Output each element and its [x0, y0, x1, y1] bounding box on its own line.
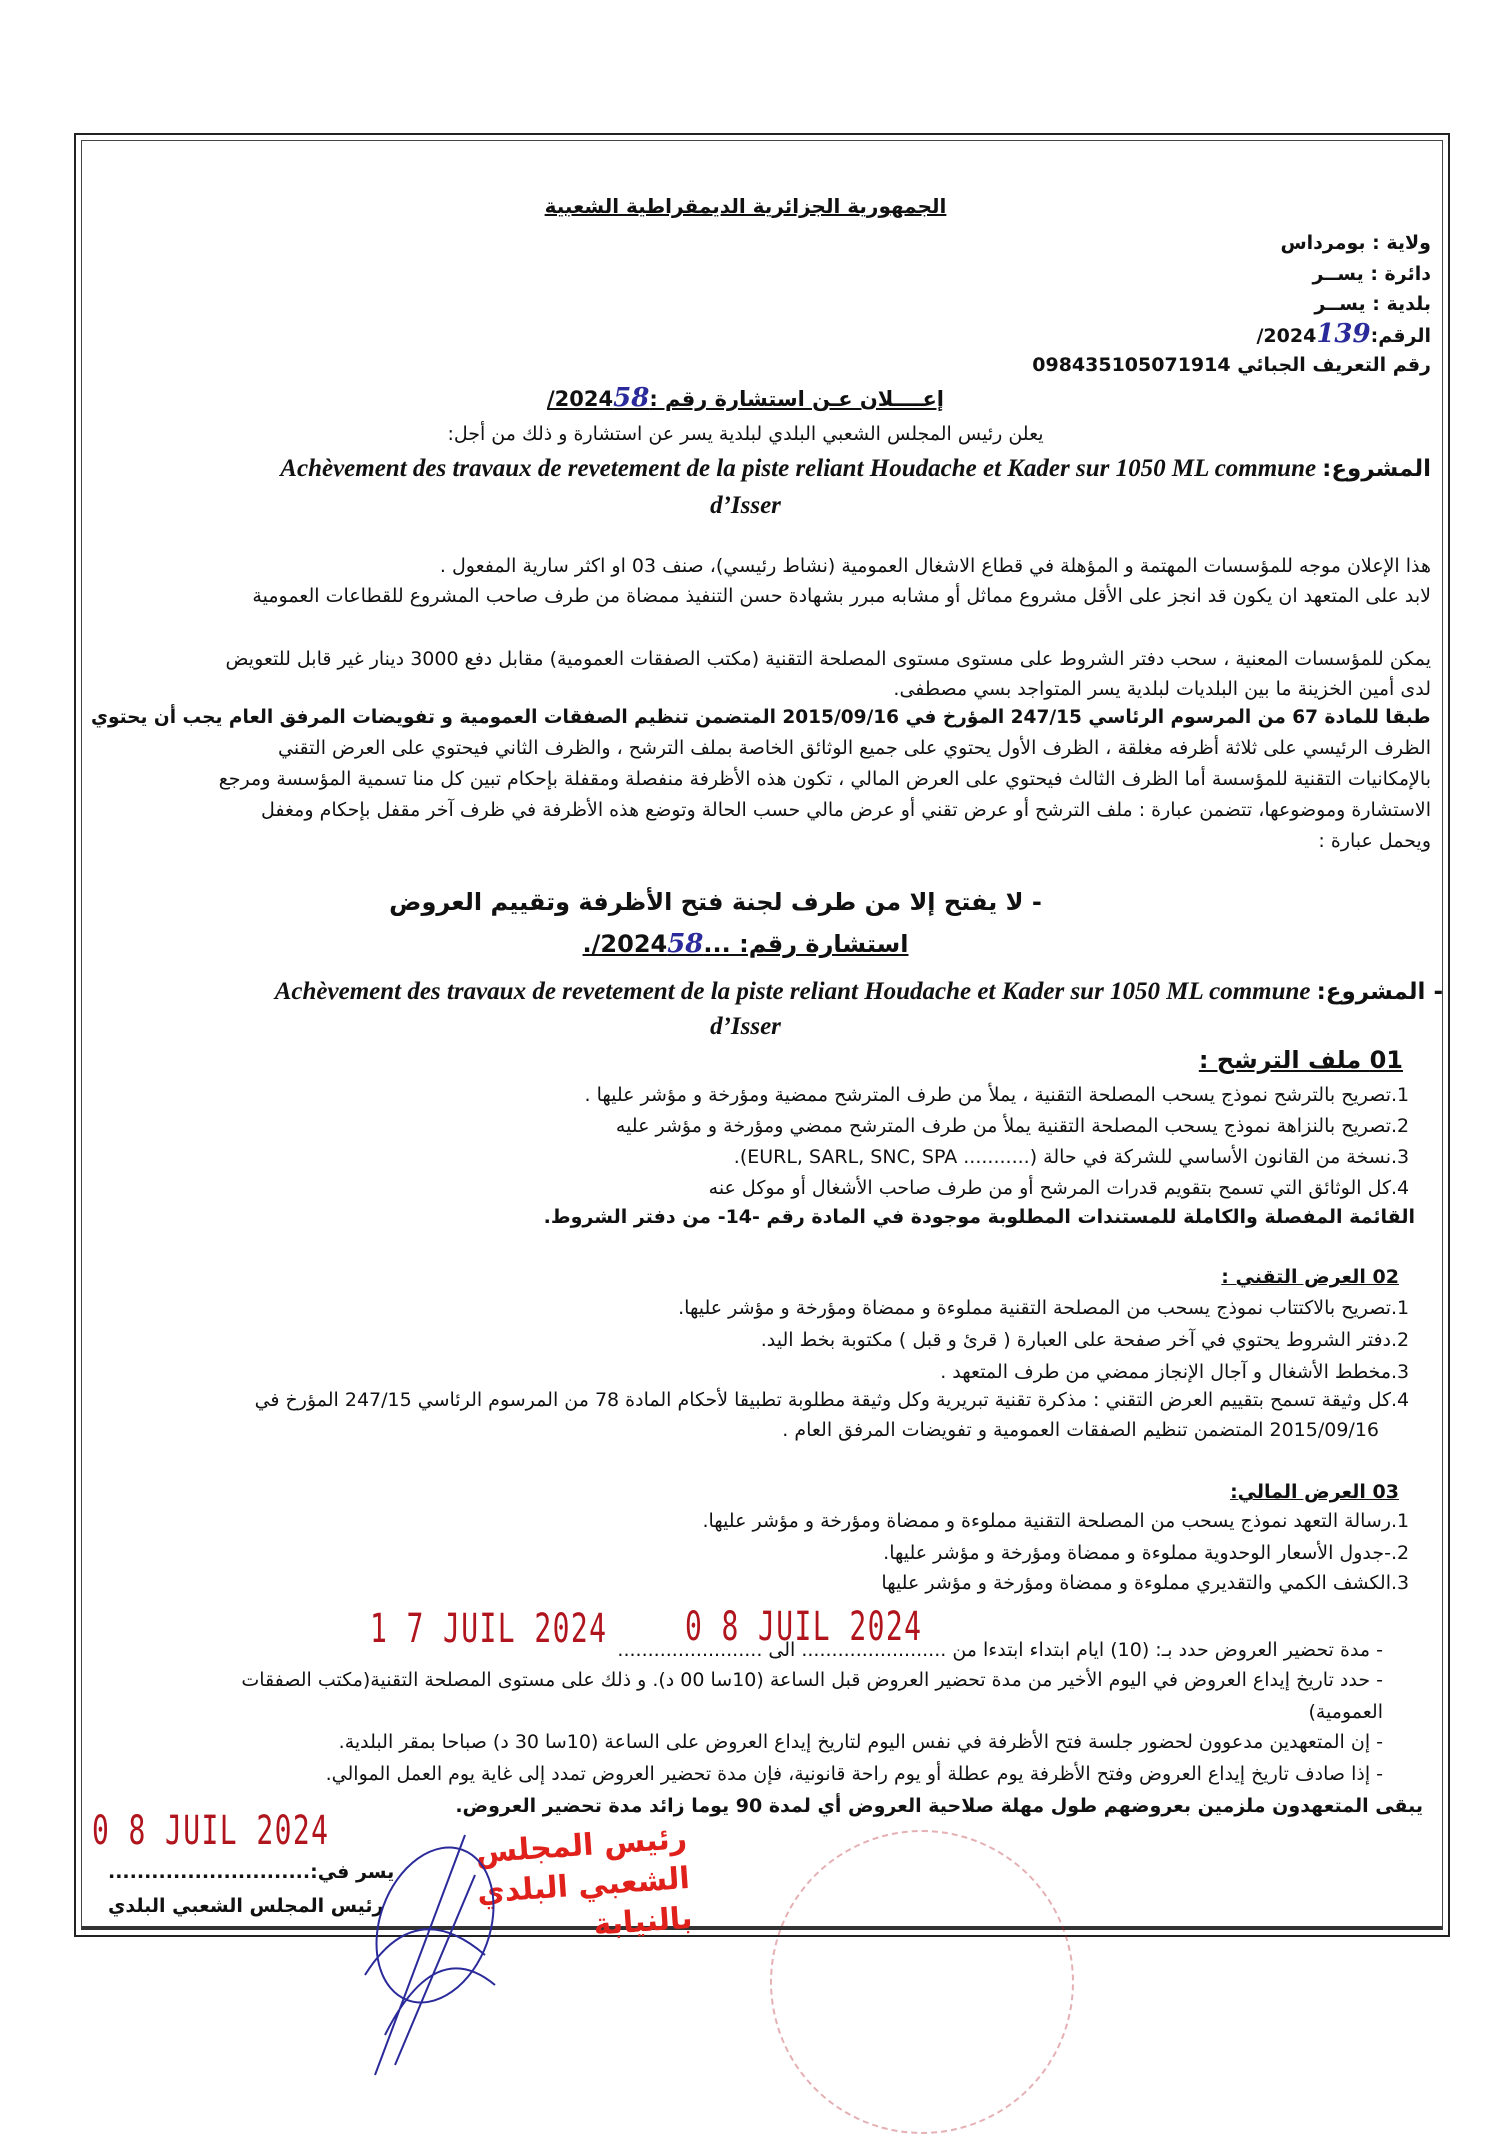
envelope-project-title-fr-cont: d’Isser	[710, 1013, 781, 1040]
title-prefix: إعــــلان عـن استشارة رقم :	[649, 387, 944, 411]
reference-number	[1256, 320, 1431, 350]
consultation-year: ./2024	[582, 930, 668, 958]
section3-item	[883, 1539, 1431, 1567]
section1-item	[616, 1112, 1431, 1140]
title-year: /2024	[547, 387, 614, 411]
wilaya: ولاية : بومرداس	[1280, 232, 1431, 254]
envelope-project-title-fr: Achèvement des travaux de revetement de la piste reliant Houdache et Kader sur 1050 ML commune	[274, 978, 1311, 1005]
item-text: رسالة التعهد نموذج يسحب من المصلحة التقنية مملوءة و ممضاة ومؤرخة و مؤشر عليها.	[702, 1510, 1391, 1532]
commune: بلدية : يســر	[1314, 293, 1431, 315]
section1-note: القائمة المفصلة والكاملة للمستندات المطلوبة موجودة في المادة رقم -14- من دفتر الشروط.	[543, 1206, 1415, 1228]
item-number: 4.	[1391, 1389, 1410, 1411]
round-seal-stamp	[770, 1830, 1074, 2134]
section1-item	[585, 1081, 1432, 1109]
prep-period: - مدة تحضير العروض حدد بـ: (10) ايام ابتداء ابتدءا من ........................ الى ........................	[617, 1639, 1383, 1661]
section3-title: 03 العرض المالي:	[1230, 1481, 1399, 1503]
project-title-fr-cont: d’Isser	[710, 492, 781, 519]
ref-year: /2024	[1256, 325, 1317, 347]
section2-title: 02 العرض التقني :	[1221, 1266, 1399, 1288]
withdrawal-line-2: لدى أمين الخزينة ما بين البلديات لبلدية يسر المتواجد بسي مصطفى.	[893, 678, 1431, 700]
item-text: -جدول الأسعار الوحدوية مملوءة و ممضاة ومؤرخة و مؤشر عليها.	[883, 1542, 1391, 1564]
section1-item	[734, 1143, 1431, 1171]
place-date: يسر في:............................	[108, 1861, 395, 1883]
validity-period: يبقى المتعهدون ملزمين بعروضهم طول مهلة صلاحية العروض أي لمدة 90 يوما زائد مدة تحضير العروض.	[455, 1795, 1423, 1817]
item-text: الكشف الكمي والتقديري مملوءة و ممضاة ومؤرخة و مؤشر عليها	[881, 1572, 1391, 1594]
item-number: 1.	[1391, 1297, 1410, 1319]
envelope-consultation-number: 58	[667, 929, 704, 959]
item-number: 1.	[1391, 1510, 1410, 1532]
section1-item	[709, 1174, 1431, 1202]
stamp-date-to: 1 7 JUIL 2024	[370, 1606, 608, 1652]
announcement-intro: يعلن رئيس المجلس الشعبي البلدي لبلدية يسر عن استشارة و ذلك من أجل:	[447, 423, 1044, 445]
handwritten-signature	[355, 1815, 505, 2085]
daira: دائرة : يســر	[1312, 263, 1431, 285]
official-seal: رئيس المجلس الشعبي البلدي بالنيابة	[474, 1820, 694, 1943]
holiday-rule: - إذا صادف تاريخ إيداع العروض وفتح الأظرفة يوم عطلة أو يوم راحة قانونية، فإن مدة تحضير العروض تمدد إلى غاية يوم العمل الموالي.	[325, 1763, 1383, 1785]
consultation-prefix: استشارة رقم: ...	[703, 930, 909, 958]
envelope-notice: - لا يفتح إلا من طرف لجنة فتح الأظرفة وتقييم العروض	[389, 888, 1042, 916]
item-number: 2.	[1391, 1329, 1410, 1351]
regulation-line-3: بالإمكانيات التقنية للمؤسسة أما الظرف الثالث فيحتوي على العرض المالي ، تكون هذه الأظرفة منفصلة ومقفلة بإحكام تبين كل منا تسمية المؤسسة ومرجع	[218, 768, 1431, 790]
project-line	[280, 455, 1431, 484]
section2-item	[678, 1294, 1431, 1322]
item-text: نسخة من القانون الأساسي للشركة في حالة (........... EURL, SARL, SNC, SPA).	[733, 1146, 1391, 1168]
item-text: تصريح بالترشح نموذج يسحب المصلحة التقنية ، يملأ من طرف المترشح ممضية ومؤرخة و مؤشر عليها .	[584, 1084, 1391, 1106]
republic-title: الجمهورية الجزائرية الديمقراطية الشعبية	[544, 194, 947, 218]
item-text: تصريح بالنزاهة نموذج يسحب المصلحة التقنية يملأ من طرف المترشح ممضي ومؤرخة و مؤشر عليه	[615, 1115, 1391, 1137]
item-text: دفتر الشروط يحتوي في آخر صفحة على العبارة ( قرئ و قبل ) مكتوبة بخط اليد.	[760, 1329, 1391, 1351]
item-number: 3.	[1391, 1361, 1410, 1383]
item-number: 1.	[1391, 1084, 1410, 1106]
regulation-line-1: طبقا للمادة 67 من المرسوم الرئاسي 247/15 المؤرخ في 2015/09/16 المتضمن تنظيم الصفقات العمومية و تفويضات المرفق العام يجب أن يحتوي	[91, 706, 1431, 728]
item-number: 3.	[1391, 1146, 1410, 1168]
item-text: كل الوثائق التي تسمح بتقويم قدرات المرشح أو من طرف صاحب الأشغال أو موكل عنه	[708, 1177, 1391, 1199]
announcement-title	[0, 384, 1491, 413]
withdrawal-line-1: يمكن للمؤسسات المعنية ، سحب دفتر الشروط على مستوى مستوى المصلحة التقنية (مكتب الصفقات العمومية) مقابل دفع 3000 دينار غير قابل للتعويض	[225, 648, 1431, 670]
section2-item	[940, 1358, 1431, 1386]
ref-label: الرقم:	[1370, 325, 1431, 347]
item-number: 4.	[1391, 1177, 1410, 1199]
eligibility-line-1: هذا الإعلان موجه للمؤسسات المهتمة و المؤهلة في قطاع الاشغال العمومية (نشاط رئيسي)، صنف 03 او اكثر سارية المفعول .	[439, 555, 1431, 577]
signature-stamp-date: 0 8 JUIL 2024	[92, 1808, 330, 1854]
item-text: تصريح بالاكتتاب نموذج يسحب من المصلحة التقنية مملوءة و ممضاة ومؤرخة و مؤشر عليها.	[678, 1297, 1391, 1319]
regulation-line-4: الاستشارة وموضوعها، تتضمن عبارة : ملف الترشح أو عرض تقني أو عرض مالي حسب الحالة وتوضع هذه الأظرفة في ظرف آخر مقفل بإحكام ومغفل	[261, 799, 1431, 821]
item-text: مخطط الأشغال و آجال الإنجاز ممضي من طرف المتعهد .	[940, 1361, 1391, 1383]
deposit-line-2: العمومية)	[1308, 1701, 1383, 1723]
envelope-project-line	[275, 978, 1443, 1007]
item-number: 2.	[1391, 1542, 1410, 1564]
section2-item4-cont: 2015/09/16 المتضمن تنظيم الصفقات العمومية و تفويضات المرفق العام .	[782, 1419, 1379, 1441]
envelope-project-label: - المشروع:	[1316, 979, 1443, 1005]
deposit-line-1: - حدد تاريخ إيداع العروض في اليوم الأخير من مدة تحضير العروض قبل الساعة (10سا 00 د). و ذلك على مستوى المصلحة التقنية(مكتب الصفقات	[241, 1669, 1383, 1691]
section3-item	[881, 1569, 1431, 1597]
eligibility-line-2: لابد على المتعهد ان يكون قد انجز على الأقل مشروع مماثل أو مشابه مبرر بشهادة حسن التنفيذ ممضاة من طرف صاحب المشروع للقطاعات العمومية	[252, 585, 1431, 607]
project-label: المشروع:	[1322, 456, 1431, 482]
item-text: كل وثيقة تسمح بتقييم العرض التقني : مذكرة تقنية تبريرية وكل وثيقة مطلوبة تطبيقا لأحكام المادة 78 من المرسوم الرئاسي 247/15 المؤرخ في	[254, 1389, 1391, 1411]
item-number: 2.	[1391, 1115, 1410, 1137]
envelope-consultation	[0, 930, 1491, 958]
section2-item	[761, 1326, 1431, 1354]
regulation-line-5: ويحمل عبارة :	[1318, 830, 1431, 852]
section1-title: 01 ملف الترشح :	[1198, 1046, 1403, 1074]
regulation-line-2: الظرف الرئيسي على ثلاثة أظرفه مغلقة ، الظرف الأول يحتوي على جميع الوثائق الخاصة بملف الترشح ، والظرف الثاني فيحتوي على العرض التقني	[277, 737, 1431, 759]
stamp-date-from: 0 8 JUIL 2024	[685, 1604, 923, 1650]
section3-item	[702, 1507, 1431, 1535]
item-number: 3.	[1391, 1572, 1410, 1594]
section2-item	[255, 1386, 1431, 1414]
consultation-number: 58	[613, 383, 650, 413]
project-title-fr: Achèvement des travaux de revetement de la piste reliant Houdache et Kader sur 1050 ML commune	[280, 455, 1317, 482]
signatory-title: رئيس المجلس الشعبي البلدي	[108, 1895, 384, 1917]
ref-handwritten: 139	[1316, 319, 1371, 349]
tax-id: رقم التعريف الجبائي 09843510507191​4	[1032, 354, 1431, 376]
opening-session: - إن المتعهدين مدعوون لحضور جلسة فتح الأظرفة في نفس اليوم لتاريخ إيداع العروض على الساعة (10سا 30 د) صباحا بمقر البلدية.	[338, 1731, 1383, 1753]
